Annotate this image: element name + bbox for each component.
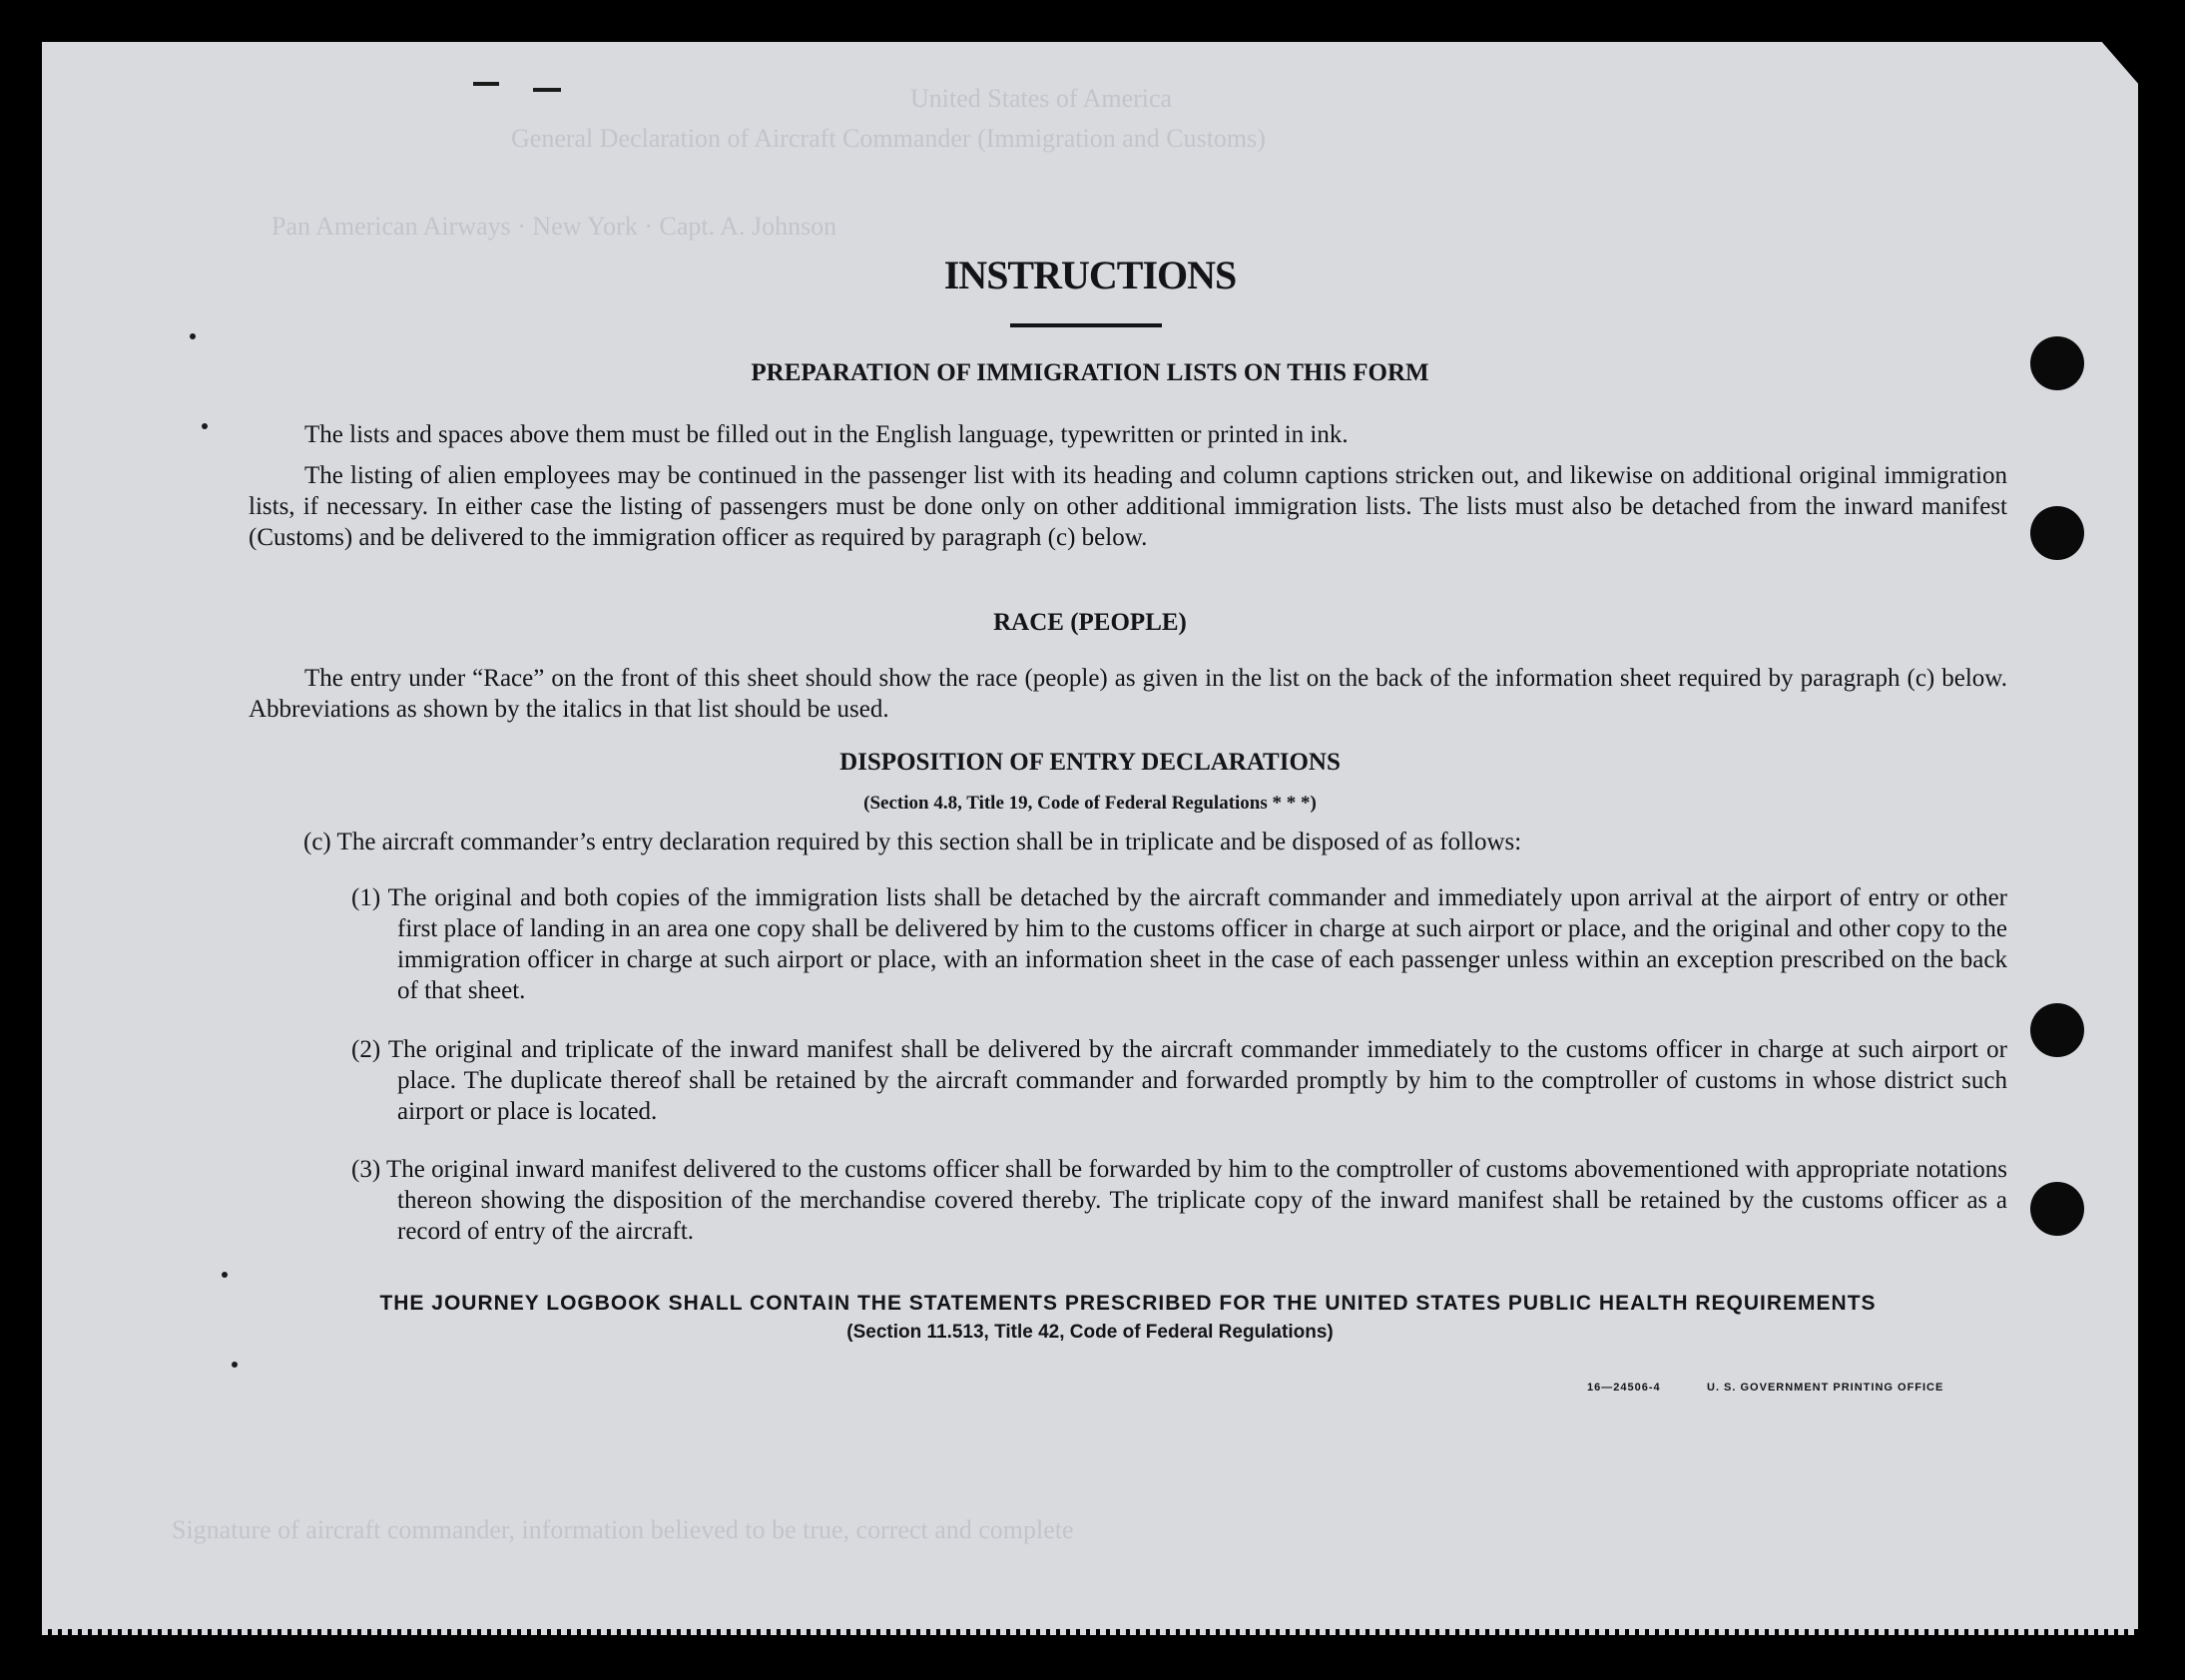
ink-speck [202, 423, 208, 429]
bleed-through-text: General Declaration of Aircraft Commander (Immigration and Customs) [511, 124, 1266, 153]
section-heading-disposition: DISPOSITION OF ENTRY DECLARATIONS [839, 749, 1341, 776]
disposition-item-3: (3) The original inward manifest delivered to the customs officer shall be forwarded by him to the comptroller of customs abovementioned with appropriate notations thereon showing the disposition of the merchandise covered thereby. The triplicate copy of the inward manifest shall be retained by the customs officer as a record of entry of the aircraft. [351, 1156, 2007, 1245]
preparation-paragraph-1: The lists and spaces above them must be filled out in the English language, typewritten or printed in ink. [304, 421, 1349, 448]
form-code: 16—24506-4 [1587, 1382, 1661, 1394]
race-paragraph: The entry under “Race” on the front of this sheet should show the race (people) as given in the list on the back of the information sheet required by paragraph (c) below. Abbreviations as shown by the italics in that list should be used. [249, 665, 2007, 723]
ink-mark [473, 82, 499, 86]
race-text [249, 663, 2007, 725]
disposition-item-1: (1) The original and both copies of the immigration lists shall be detached by the aircraft commander and immediately upon arrival at the airport of entry or other first place of landing in an area one copy shall be delivered by him to the customs officer in charge at such airport or place, and the original and other copy to the immigration officer in charge at such airport or place, with an information sheet in the case of each passenger unless within an exception prescribed on the back of that sheet. [351, 884, 2007, 1004]
logbook-citation: (Section 11.513, Title 42, Code of Federal Regulations) [846, 1322, 1334, 1343]
title-underline [1010, 323, 1162, 327]
disposition-citation: (Section 4.8, Title 19, Code of Federal Regulations * * *) [863, 793, 1317, 814]
binder-hole [2030, 1003, 2084, 1057]
ink-speck [222, 1272, 228, 1278]
bleed-through-text: United States of America [910, 84, 1173, 113]
section-heading-preparation: PREPARATION OF IMMIGRATION LISTS ON THIS FORM [751, 359, 1429, 386]
binder-hole [2030, 506, 2084, 560]
ink-speck [190, 333, 196, 339]
preparation-text [249, 419, 2007, 553]
binder-hole [2030, 1182, 2084, 1236]
page-edge [42, 1629, 2138, 1635]
document-page [42, 42, 2138, 1635]
bleed-through-text: Signature of aircraft commander, information believed to be true, correct and complete [172, 1515, 1074, 1544]
logbook-statement: THE JOURNEY LOGBOOK SHALL CONTAIN THE STATEMENTS PRESCRIBED FOR THE UNITED STATES PUBLIC HEALTH REQUIREMENTS [379, 1292, 1877, 1315]
bleed-through-text: Pan American Airways · New York · Capt. A. Johnson [272, 212, 837, 241]
section-heading-race: RACE (PEOPLE) [993, 609, 1187, 636]
page-title: INSTRUCTIONS [943, 253, 1237, 297]
page-corner-cut [2100, 40, 2140, 86]
ink-speck [232, 1362, 238, 1368]
ink-mark [533, 88, 561, 92]
disposition-item-2: (2) The original and triplicate of the inward manifest shall be delivered by the aircraft commander immediately to the customs officer in charge at such airport or place. The duplicate thereof shall be retained by the aircraft commander and forwarded promptly by him to the comptroller of customs in whose district such airport or place is located. [351, 1036, 2007, 1125]
disposition-intro: (c) The aircraft commander’s entry declaration required by this section shall be in triplicate and be disposed of as follows: [303, 829, 1522, 855]
printer-name: U. S. GOVERNMENT PRINTING OFFICE [1707, 1382, 1944, 1394]
preparation-paragraph-2: The listing of alien employees may be continued in the passenger list with its heading and column captions stricken out, and likewise on additional original immigration lists, if necessary. In either case the listing of passengers must be done only on other additional immigration lists. The lists must also be detached from the inward manifest (Customs) and be delivered to the immigration officer as required by paragraph (c) below. [249, 462, 2007, 551]
